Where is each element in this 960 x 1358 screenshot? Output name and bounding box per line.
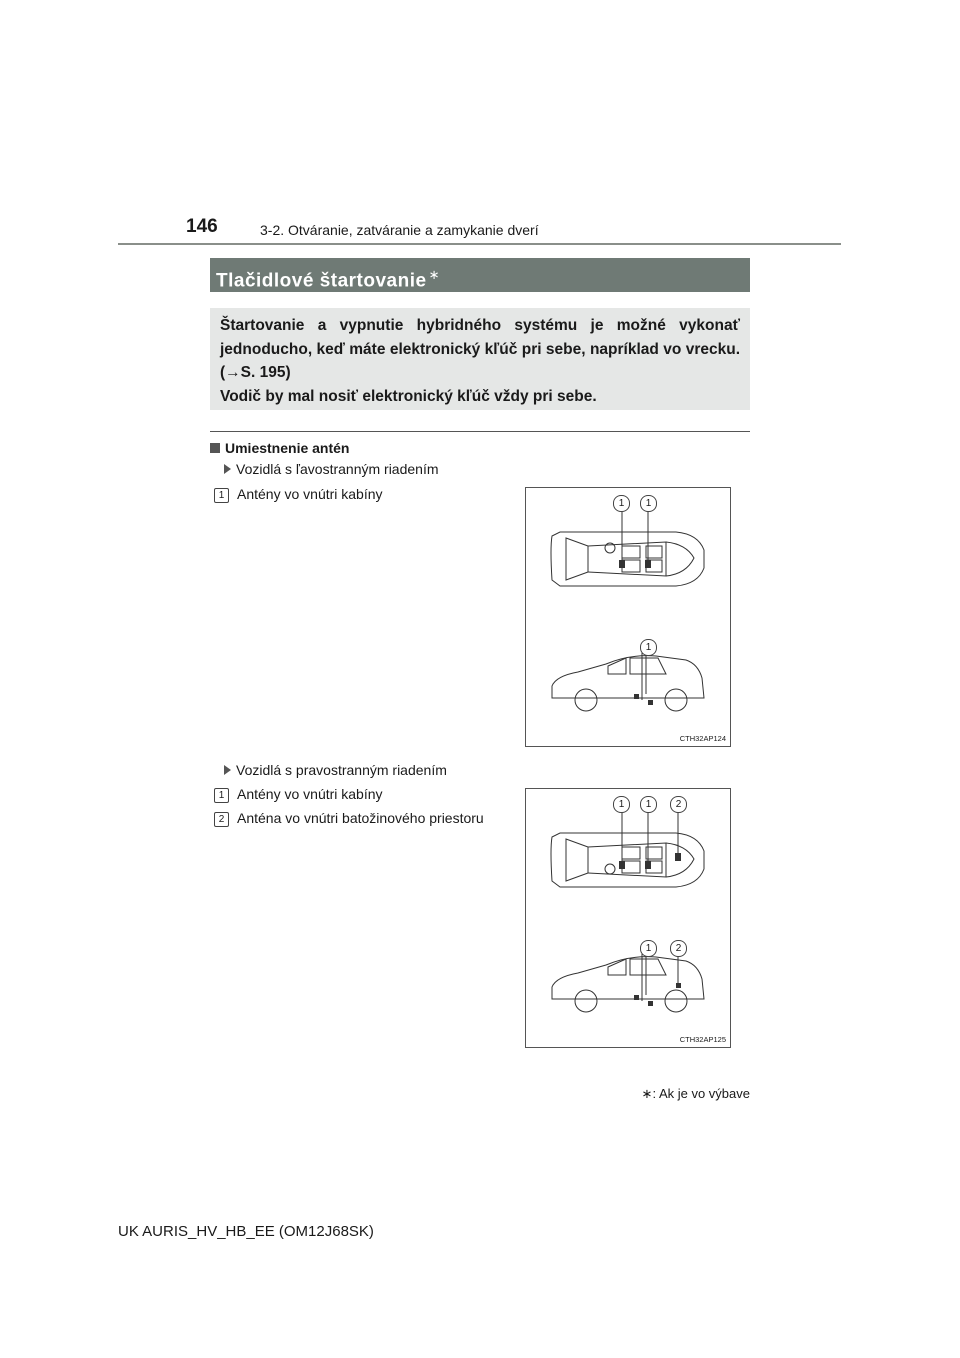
callout-number: 1: [640, 495, 657, 512]
callout-badge: [613, 795, 630, 813]
triangle-bullet-icon: [224, 464, 231, 474]
subsection-heading-text: Umiestnenie antén: [225, 440, 350, 456]
callout-number: 1: [640, 940, 657, 957]
document-footer: UK AURIS_HV_HB_EE (OM12J68SK): [118, 1223, 374, 1240]
legend-item: [214, 786, 383, 803]
intro-box: [210, 308, 750, 410]
rhd-label: [224, 762, 447, 778]
lhd-label-text: Vozidlá s ľavostranným riadením: [236, 461, 439, 477]
callout-number: 1: [640, 796, 657, 813]
legend-text: Antény vo vnútri kabíny: [237, 486, 383, 502]
section-title: Tlačidlové štartovanie: [216, 270, 427, 292]
callout-badge: [640, 795, 657, 813]
legend-text: Anténa vo vnútri batožinového priestoru: [237, 810, 484, 826]
callout-badge: [640, 494, 657, 512]
rhd-label-text: Vozidlá s pravostranným riadením: [236, 762, 447, 778]
callout-number: 2: [670, 940, 687, 957]
optional-asterisk: ∗: [428, 267, 440, 282]
callout-badge: [670, 795, 687, 813]
callout-number: 1: [613, 796, 630, 813]
lhd-label: [224, 461, 439, 477]
subsection-heading: [210, 440, 349, 456]
square-bullet-icon: [210, 443, 220, 453]
intro-text: Štartovanie a vypnutie hybridného systému je možné vykonať jednoducho, keď máte elektronický kľúč pri sebe, napríklad vo vrecku. (→S. 195): [220, 317, 740, 381]
rhd-car-illustration: [526, 789, 732, 1049]
footnote: ∗: Ak je vo výbave: [641, 1086, 750, 1101]
callout-number: 2: [214, 812, 229, 827]
page-number: 146: [186, 216, 218, 237]
legend-item: [214, 810, 484, 827]
section-title-bar: [210, 258, 750, 292]
figure-code: CTH32AP124: [679, 734, 726, 743]
lhd-car-illustration: [526, 488, 732, 748]
header-divider: [118, 243, 841, 245]
chapter-title: 3-2. Otváranie, zatváranie a zamykanie dverí: [260, 222, 539, 238]
callout-badge: [640, 638, 657, 656]
rhd-antenna-diagram: [525, 788, 731, 1048]
callout-number: 1: [640, 639, 657, 656]
callout-number: 1: [613, 495, 630, 512]
callout-number: 2: [670, 796, 687, 813]
legend-text: Antény vo vnútri kabíny: [237, 786, 383, 802]
callout-badge: [640, 939, 657, 957]
callout-badge: [670, 939, 687, 957]
triangle-bullet-icon: [224, 765, 231, 775]
section-divider: [210, 431, 750, 432]
lhd-antenna-diagram: [525, 487, 731, 747]
intro-note: Vodič by mal nosiť elektronický kľúč vždy pri sebe.: [220, 387, 597, 405]
callout-badge: [613, 494, 630, 512]
callout-number: 1: [214, 788, 229, 803]
callout-number: 1: [214, 488, 229, 503]
figure-code: CTH32AP125: [679, 1035, 726, 1044]
legend-item: [214, 486, 383, 503]
